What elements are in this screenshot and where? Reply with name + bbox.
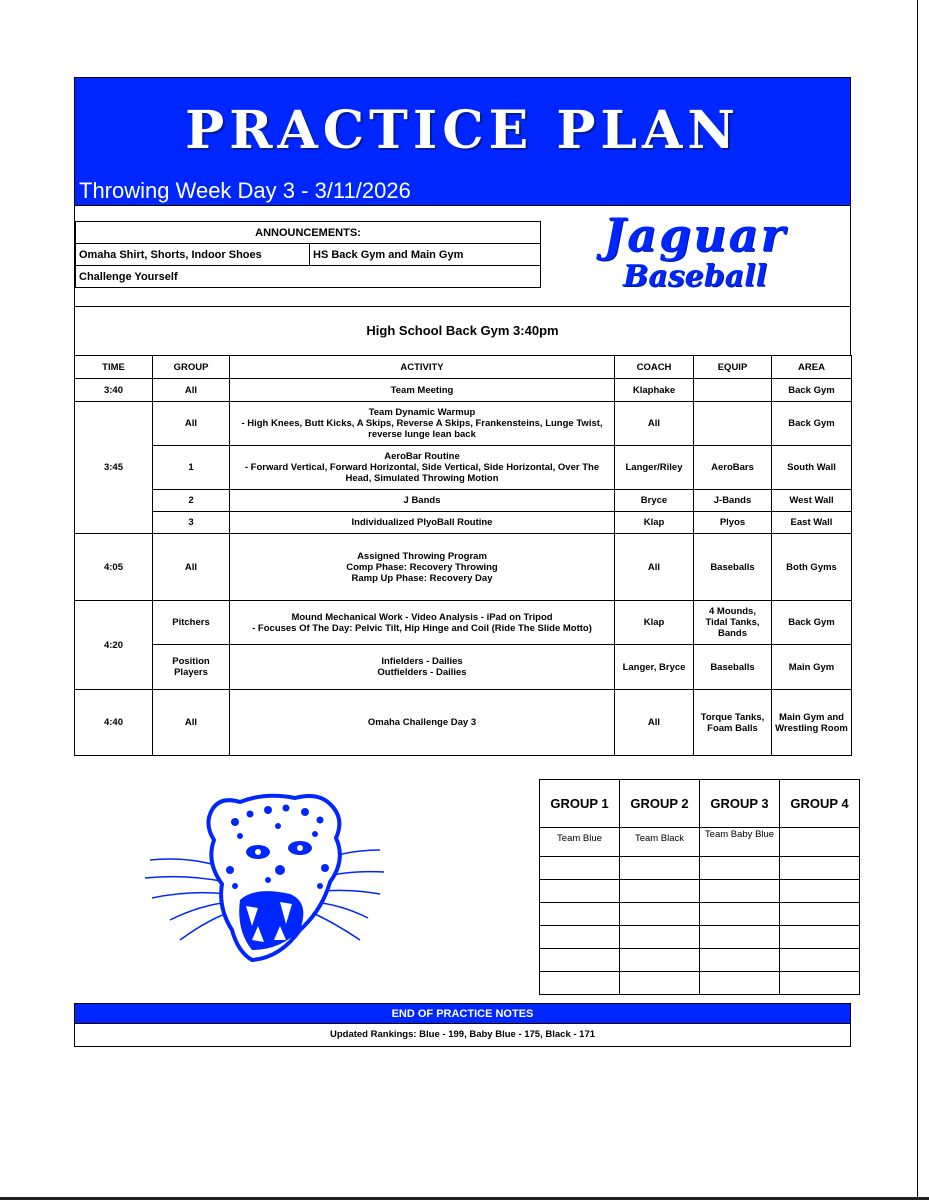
area-cell: Back Gym <box>772 601 852 645</box>
coach-cell: All <box>615 402 694 446</box>
coach-cell: Langer, Bryce <box>615 645 694 690</box>
header-banner <box>74 77 851 206</box>
group-1-header: GROUP 1 <box>540 780 620 828</box>
empty-cell <box>780 949 860 972</box>
group-cell: All <box>153 534 230 601</box>
empty-cell <box>780 926 860 949</box>
equip-cell: Baseballs <box>694 534 772 601</box>
area-cell: Back Gym <box>772 379 852 402</box>
group-3-team: Team Baby Blue <box>700 828 780 857</box>
empty-cell <box>780 857 860 880</box>
activity-cell <box>230 645 615 690</box>
notes-heading: END OF PRACTICE NOTES <box>74 1003 851 1024</box>
time-cell: 4:05 <box>75 534 153 601</box>
group-assignment-table-wrap <box>539 779 860 995</box>
table-row <box>540 926 860 949</box>
activity-cell: Individualized PlyoBall Routine <box>230 512 615 534</box>
empty-cell <box>780 972 860 995</box>
equip-cell <box>694 402 772 446</box>
page-subtitle: Throwing Week Day 3 - 3/11/2026 <box>79 178 411 203</box>
group-2-team: Team Black <box>620 828 700 857</box>
table-row <box>75 645 852 690</box>
empty-cell <box>540 926 620 949</box>
table-row <box>540 949 860 972</box>
activity-cell <box>230 601 615 645</box>
table-row <box>75 534 852 601</box>
group-cell: All <box>153 402 230 446</box>
activity-detail: Comp Phase: Recovery Throwing <box>346 561 498 573</box>
coach-cell: Langer/Riley <box>615 446 694 490</box>
activity-detail: Outfielders - Dailies <box>377 667 467 678</box>
table-row <box>540 857 860 880</box>
activity-title: Team Dynamic Warmup <box>368 407 476 418</box>
equip-cell: Torque Tanks, Foam Balls <box>694 690 772 756</box>
area-cell: East Wall <box>772 512 852 534</box>
empty-cell <box>540 949 620 972</box>
activity-detail: - High Knees, Butt Kicks, A Skips, Reverse A Skips, Frankensteins, Lunge Twist, reverse lunge lean back <box>241 418 603 440</box>
empty-cell <box>540 903 620 926</box>
col-header-area: AREA <box>772 356 852 379</box>
activity-cell: Team Meeting <box>230 379 615 402</box>
schedule-table <box>74 355 852 756</box>
group-assignment-table <box>539 779 860 995</box>
group-cell: Pitchers <box>153 601 230 645</box>
coach-cell: Bryce <box>615 490 694 512</box>
table-row <box>540 903 860 926</box>
group-cell: All <box>153 690 230 756</box>
team-logo <box>600 206 790 306</box>
coach-cell: All <box>615 690 694 756</box>
coach-cell: All <box>615 534 694 601</box>
empty-cell <box>620 949 700 972</box>
empty-cell <box>620 926 700 949</box>
announcements-heading: ANNOUNCEMENTS: <box>76 222 541 244</box>
activity-cell: Omaha Challenge Day 3 <box>230 690 615 756</box>
col-header-coach: COACH <box>615 356 694 379</box>
empty-cell <box>700 880 780 903</box>
col-header-equip: EQUIP <box>694 356 772 379</box>
empty-cell <box>780 903 860 926</box>
area-cell: Main Gym <box>772 645 852 690</box>
activity-detail: - Forward Vertical, Forward Horizontal, Side Vertical, Side Horizontal, Over The Head, Simulated Throwing Motion <box>244 462 600 484</box>
table-row <box>540 972 860 995</box>
group-2-header: GROUP 2 <box>620 780 700 828</box>
col-header-activity: ACTIVITY <box>230 356 615 379</box>
table-row <box>75 379 852 402</box>
coach-cell: Klaphake <box>615 379 694 402</box>
practice-plan-sheet <box>74 77 851 756</box>
activity-cell <box>230 534 615 601</box>
logo-line-1: Jaguar <box>603 208 787 262</box>
empty-cell <box>620 880 700 903</box>
group-1-team: Team Blue <box>540 828 620 857</box>
activity-title: Mound Mechanical Work - Video Analysis - iPad on Tripod <box>291 611 553 623</box>
logo-line-2: Baseball <box>623 259 767 294</box>
group-4-team <box>780 828 860 857</box>
col-header-time: TIME <box>75 356 153 379</box>
empty-cell <box>540 972 620 995</box>
end-of-practice-notes <box>74 1003 851 1047</box>
equip-cell: AeroBars <box>694 446 772 490</box>
announcement-attire: Omaha Shirt, Shorts, Indoor Shoes <box>76 244 310 266</box>
equip-cell: Baseballs <box>694 645 772 690</box>
announcements-table <box>75 221 541 288</box>
announcement-motto: Challenge Yourself <box>76 266 541 288</box>
equip-cell: Plyos <box>694 512 772 534</box>
group-cell: 3 <box>153 512 230 534</box>
empty-cell <box>700 903 780 926</box>
time-cell: 4:40 <box>75 690 153 756</box>
empty-cell <box>780 880 860 903</box>
schedule-header-row <box>75 356 852 379</box>
activity-title: AeroBar Routine <box>384 451 460 462</box>
table-row <box>75 446 852 490</box>
table-row <box>540 880 860 903</box>
table-row <box>75 490 852 512</box>
coach-cell: Klap <box>615 512 694 534</box>
activity-detail: - Focuses Of The Day: Pelvic Tilt, Hip Hinge and Coil (Ride The Slide Motto) <box>252 622 592 634</box>
equip-cell <box>694 379 772 402</box>
table-row <box>75 690 852 756</box>
activity-cell <box>230 402 615 446</box>
empty-cell <box>540 857 620 880</box>
activity-cell: J Bands <box>230 490 615 512</box>
table-row <box>75 601 852 645</box>
empty-cell <box>620 903 700 926</box>
group-3-header: GROUP 3 <box>700 780 780 828</box>
area-cell: Back Gym <box>772 402 852 446</box>
equip-cell: 4 Mounds, Tidal Tanks, Bands <box>694 601 772 645</box>
empty-cell <box>620 972 700 995</box>
session-title: High School Back Gym 3:40pm <box>74 306 851 355</box>
group-4-header: GROUP 4 <box>780 780 860 828</box>
col-header-group: GROUP <box>153 356 230 379</box>
group-cell: Position Players <box>153 645 230 690</box>
table-row <box>75 512 852 534</box>
empty-cell <box>700 926 780 949</box>
jaguar-head-icon <box>140 790 390 970</box>
notes-body: Updated Rankings: Blue - 199, Baby Blue - 175, Black - 171 <box>74 1024 851 1047</box>
activity-title: Infielders - Dailies <box>381 656 463 667</box>
area-cell: Main Gym and Wrestling Room <box>772 690 852 756</box>
group-cell: 1 <box>153 446 230 490</box>
area-cell: South Wall <box>772 446 852 490</box>
empty-cell <box>620 857 700 880</box>
time-cell: 3:45 <box>75 402 153 534</box>
empty-cell <box>700 972 780 995</box>
table-row <box>540 828 860 857</box>
activity-cell <box>230 446 615 490</box>
empty-cell <box>700 949 780 972</box>
area-cell: West Wall <box>772 490 852 512</box>
table-row <box>75 402 852 446</box>
announcement-location: HS Back Gym and Main Gym <box>310 244 541 266</box>
time-cell: 3:40 <box>75 379 153 402</box>
page-title: PRACTICE PLAN <box>185 100 740 161</box>
page-edge-right <box>917 0 918 1200</box>
time-cell: 4:20 <box>75 601 153 690</box>
group-cell: 2 <box>153 490 230 512</box>
empty-cell <box>540 880 620 903</box>
area-cell: Both Gyms <box>772 534 852 601</box>
equip-cell: J-Bands <box>694 490 772 512</box>
announcements-area <box>74 206 851 306</box>
activity-detail: Ramp Up Phase: Recovery Day <box>351 572 493 584</box>
group-cell: All <box>153 379 230 402</box>
coach-cell: Klap <box>615 601 694 645</box>
activity-title: Assigned Throwing Program <box>357 550 487 562</box>
empty-cell <box>700 857 780 880</box>
